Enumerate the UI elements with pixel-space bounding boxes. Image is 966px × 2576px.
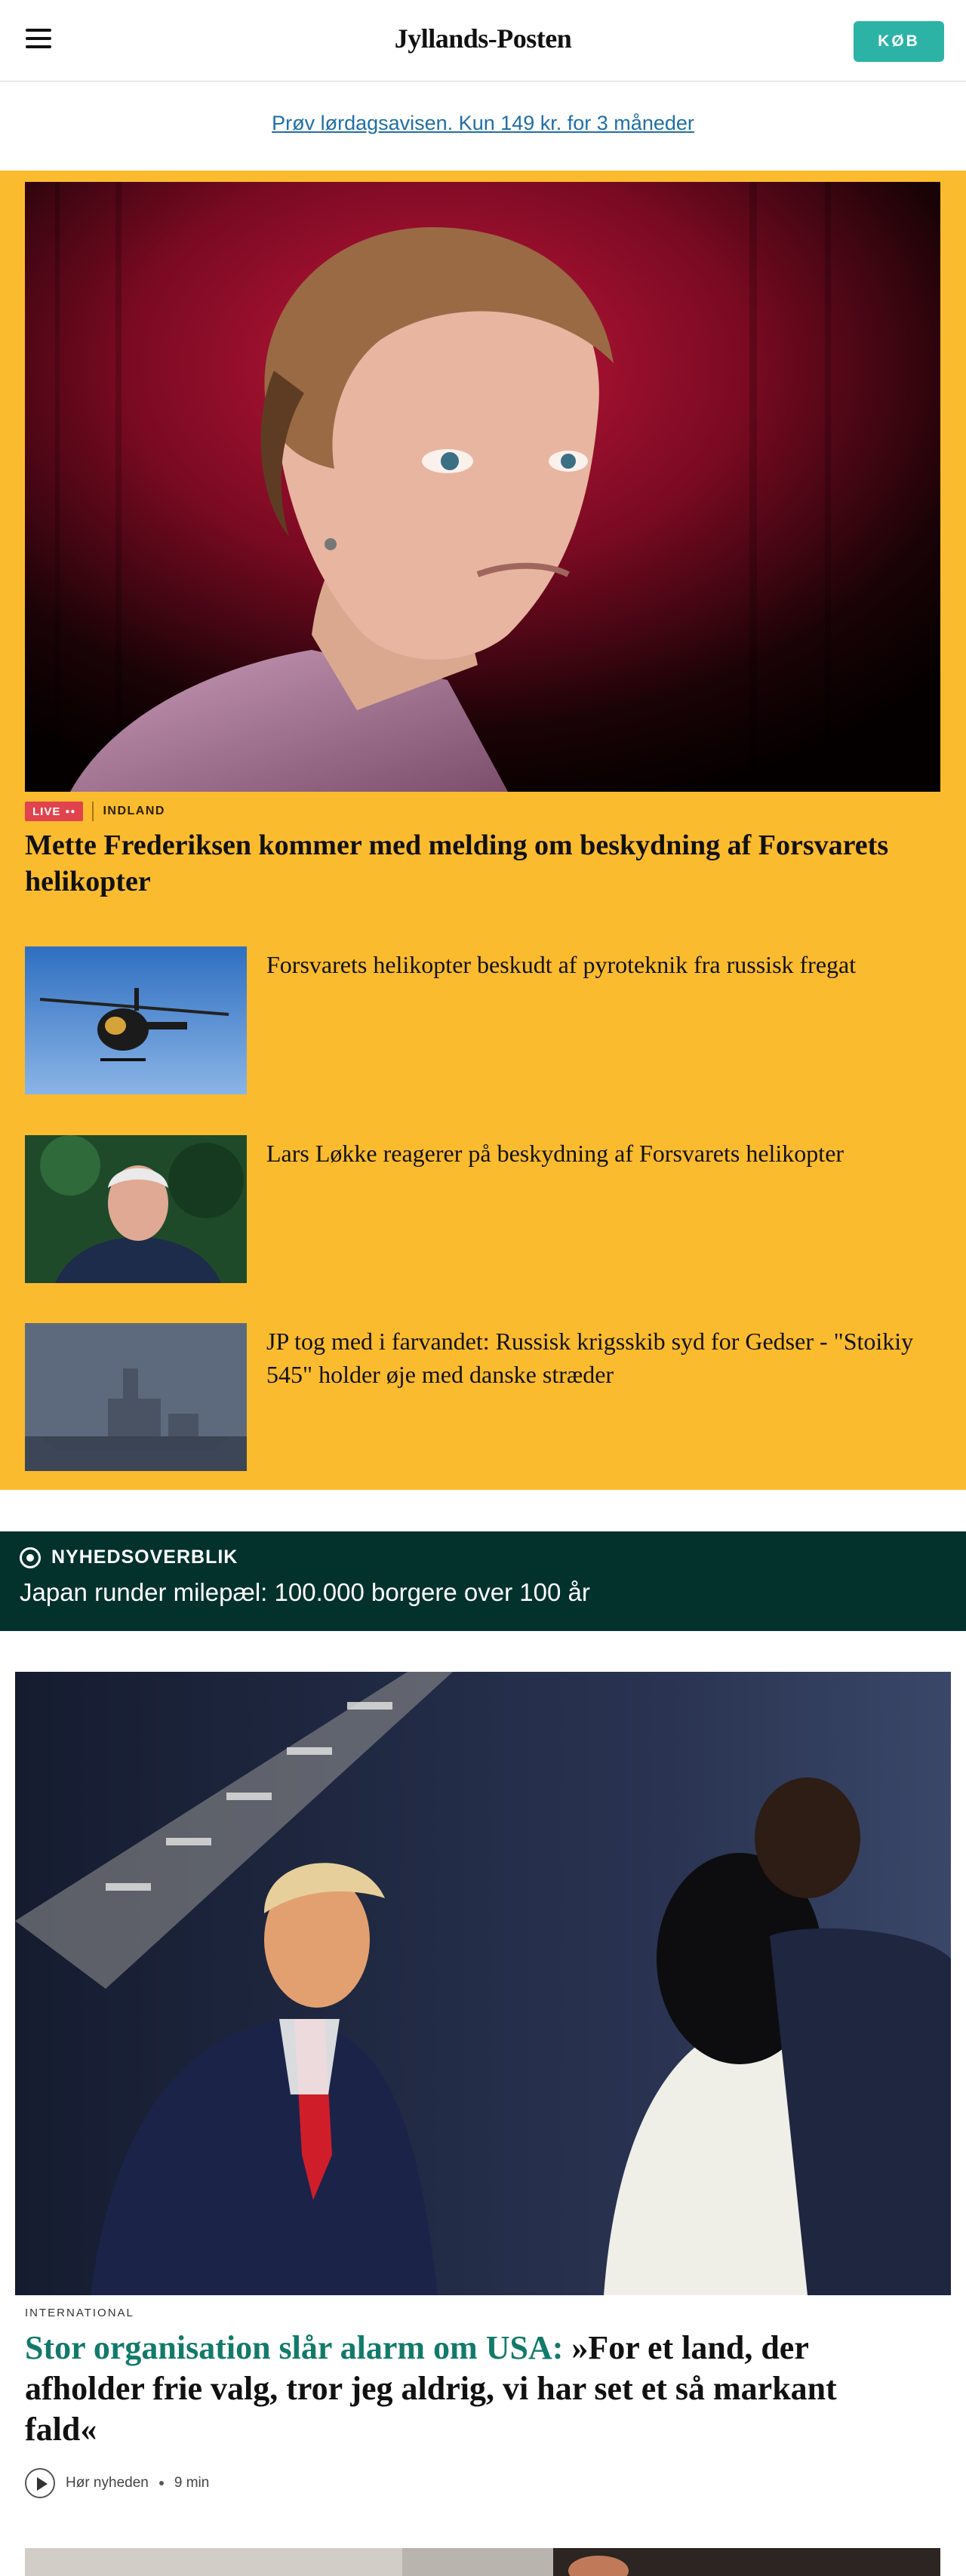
live-badge: LIVE ●● <box>25 802 83 821</box>
related-article[interactable] <box>25 1323 940 1471</box>
site-header <box>0 0 966 82</box>
top-story-block <box>0 171 966 1490</box>
overview-headline[interactable]: Japan runder milepæl: 100.000 borgere over 100 år <box>20 1578 590 1606</box>
read-duration: 9 min <box>174 2475 210 2491</box>
related-article[interactable] <box>25 946 940 1094</box>
main-article-headline[interactable]: »For et land, der afholder frie valg, tror jeg aldrig, vi har set et så markant fald« <box>25 2329 837 2448</box>
top-story-title[interactable]: Mette Frederiksen kommer med melding om beskydning af Forsvarets helikopter <box>25 829 889 897</box>
related-article-title[interactable]: Forsvarets helikopter beskudt af pyroteknik fra russisk fregat <box>266 951 857 978</box>
related-thumbnail-helicopter[interactable] <box>25 946 247 1094</box>
listen-label[interactable]: Hør nyheden <box>66 2475 149 2491</box>
site-logo[interactable]: Jyllands-Posten <box>394 23 572 54</box>
live-dots-icon: ●● <box>65 807 76 816</box>
target-icon <box>20 1547 41 1568</box>
section-label[interactable]: INDLAND <box>103 805 165 817</box>
hero-image[interactable] <box>25 182 940 792</box>
related-article[interactable] <box>25 1135 940 1283</box>
main-article-kicker[interactable]: Stor organisation slår alarm om USA: <box>25 2329 564 2366</box>
promo-banner <box>0 82 966 171</box>
related-thumbnail-portrait[interactable] <box>25 1135 247 1283</box>
play-icon[interactable] <box>25 2468 55 2498</box>
related-article-title[interactable]: Lars Løkke reagerer på beskydning af Forsvarets helikopter <box>266 1140 844 1167</box>
overview-header <box>20 1547 238 1568</box>
separator-dot <box>159 2481 164 2485</box>
main-article-title[interactable] <box>25 2328 915 2450</box>
listen-row <box>25 2468 209 2498</box>
news-overview[interactable] <box>0 1531 966 1631</box>
tag-divider <box>92 802 94 821</box>
next-article-image[interactable] <box>25 2548 940 2576</box>
buy-button[interactable]: KØB <box>854 21 944 62</box>
related-thumbnail-warship[interactable] <box>25 1323 247 1471</box>
story-tags <box>25 802 165 821</box>
promo-link[interactable]: Prøv lørdagsavisen. Kun 149 kr. for 3 måneder <box>272 112 694 134</box>
main-article-image[interactable] <box>15 1672 951 2295</box>
overview-label: NYHEDSOVERBLIK <box>51 1547 238 1568</box>
main-article-section[interactable]: INTERNATIONAL <box>25 2307 134 2319</box>
related-article-title[interactable]: JP tog med i farvandet: Russisk krigsskib syd for Gedser - "Stoikiy 545" holder øje med danske stræder <box>266 1328 914 1388</box>
